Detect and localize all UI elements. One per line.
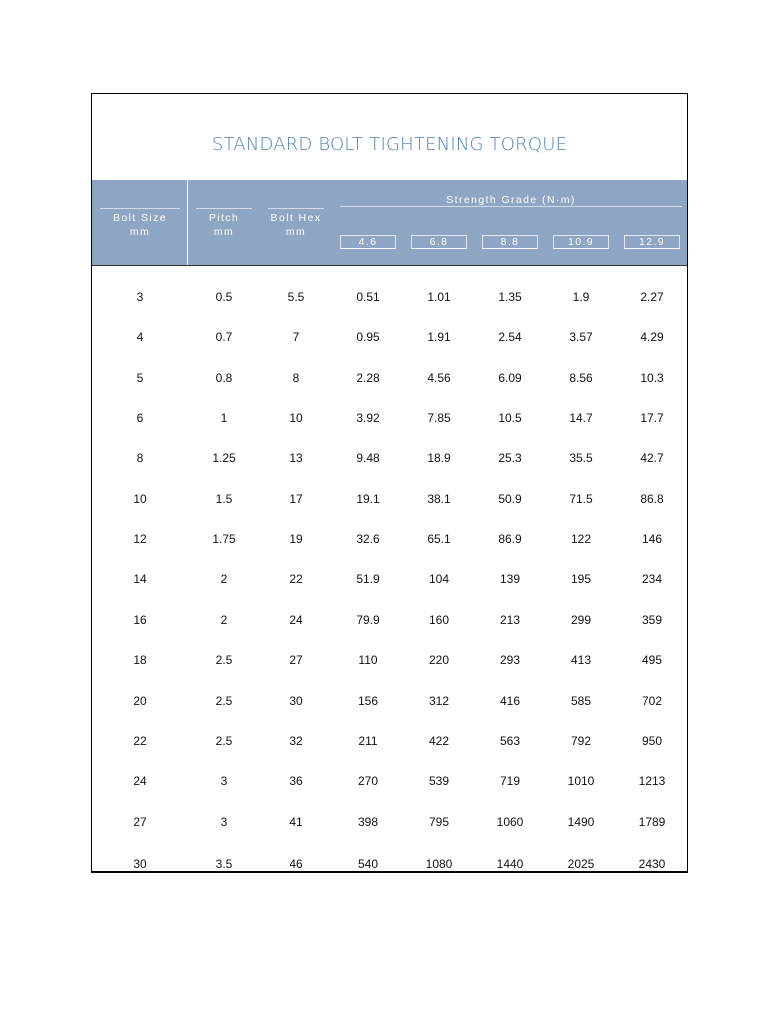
header-strength-grade: Strength Grade (N·m): [446, 194, 576, 206]
header-pitch-unit: mm: [213, 226, 235, 238]
cell-grade-8-8: 213: [499, 613, 521, 627]
cell-grade-8-8: 86.9: [498, 532, 522, 546]
cell-grade-8-8: 1.35: [498, 290, 522, 304]
header-bolt-size-unit: mm: [129, 226, 151, 238]
cell-grade-12-9: 10.3: [640, 371, 664, 385]
cell-grade-4-6: 51.9: [356, 572, 380, 586]
cell-grade-10-9: 71.5: [569, 492, 593, 506]
cell-pitch: 2.5: [215, 734, 233, 748]
cell-bolt-size: 3: [136, 290, 144, 304]
cell-bolt-size: 30: [133, 857, 147, 871]
table-row: [92, 451, 687, 471]
table-row: [92, 774, 687, 794]
cell-grade-6-8: 104: [428, 572, 450, 586]
cell-bolt-size: 20: [133, 694, 147, 708]
table-row: [92, 492, 687, 512]
cell-bolt-hex: 17: [289, 492, 303, 506]
cell-grade-8-8: 1440: [496, 857, 524, 871]
cell-pitch: 3: [220, 815, 228, 829]
cell-grade-12-9: 17.7: [640, 411, 664, 425]
cell-grade-8-8: 10.5: [498, 411, 522, 425]
cell-grade-10-9: 1490: [567, 815, 595, 829]
cell-bolt-size: 24: [133, 774, 147, 788]
cell-pitch: 1.25: [212, 451, 236, 465]
cell-pitch: 2.5: [215, 694, 233, 708]
torque-table-sheet: [91, 93, 688, 873]
cell-bolt-size: 18: [133, 653, 147, 667]
cell-bolt-size: 10: [133, 492, 147, 506]
cell-bolt-size: 27: [133, 815, 147, 829]
header-bolt-hex-unit: mm: [285, 226, 307, 238]
title-area: [92, 94, 687, 181]
strength-grade-rule: [340, 206, 682, 207]
header-band: [92, 180, 687, 266]
header-bolt-hex-label: Bolt Hex: [270, 212, 322, 224]
cell-grade-8-8: 25.3: [498, 451, 522, 465]
cell-grade-8-8: 139: [499, 572, 521, 586]
cell-grade-12-9: 1213: [638, 774, 666, 788]
cell-grade-8-8: 293: [499, 653, 521, 667]
cell-grade-4-6: 32.6: [356, 532, 380, 546]
cell-pitch: 1: [220, 411, 228, 425]
cell-bolt-hex: 41: [289, 815, 303, 829]
cell-grade-12-9: 702: [641, 694, 663, 708]
table-row: [92, 694, 687, 714]
cell-grade-6-8: 38.1: [427, 492, 451, 506]
table-row: [92, 330, 687, 350]
cell-grade-6-8: 18.9: [427, 451, 451, 465]
cell-bolt-hex: 13: [289, 451, 303, 465]
cell-grade-10-9: 1010: [567, 774, 595, 788]
cell-bolt-hex: 46: [289, 857, 303, 871]
cell-bolt-size: 4: [136, 330, 144, 344]
cell-grade-8-8: 50.9: [498, 492, 522, 506]
cell-bolt-hex: 19: [289, 532, 303, 546]
header-pitch: [196, 208, 252, 239]
table-row: [92, 290, 687, 310]
cell-bolt-hex: 30: [289, 694, 303, 708]
cell-grade-12-9: 4.29: [640, 330, 664, 344]
table-row: [92, 857, 687, 877]
cell-pitch: 3.5: [215, 857, 233, 871]
cell-grade-10-9: 14.7: [569, 411, 593, 425]
cell-grade-6-8: 4.56: [427, 371, 451, 385]
cell-bolt-hex: 8: [292, 371, 300, 385]
cell-pitch: 2: [220, 613, 228, 627]
cell-grade-12-9: 950: [641, 734, 663, 748]
cell-bolt-hex: 5.5: [287, 290, 305, 304]
cell-grade-4-6: 79.9: [356, 613, 380, 627]
cell-pitch: 2: [220, 572, 228, 586]
cell-pitch: 0.5: [215, 290, 233, 304]
table-row: [92, 371, 687, 391]
cell-grade-8-8: 416: [499, 694, 521, 708]
cell-grade-4-6: 270: [357, 774, 379, 788]
cell-grade-10-9: 792: [570, 734, 592, 748]
cell-grade-12-9: 2.27: [640, 290, 664, 304]
header-bolt-size: [100, 208, 180, 239]
cell-pitch: 3: [220, 774, 228, 788]
cell-grade-6-8: 1.01: [427, 290, 451, 304]
cell-grade-10-9: 585: [570, 694, 592, 708]
cell-grade-4-6: 9.48: [356, 451, 380, 465]
cell-pitch: 1.5: [215, 492, 233, 506]
header-bolt-size-label: Bolt Size: [112, 212, 168, 224]
grade-12-9: 12.9: [624, 235, 680, 249]
cell-grade-10-9: 35.5: [569, 451, 593, 465]
header-bolt-hex: [268, 208, 324, 239]
header-separator: [187, 180, 188, 265]
cell-grade-6-8: 312: [428, 694, 450, 708]
cell-pitch: 2.5: [215, 653, 233, 667]
cell-bolt-size: 14: [133, 572, 147, 586]
cell-bolt-hex: 36: [289, 774, 303, 788]
cell-bolt-size: 6: [136, 411, 144, 425]
cell-pitch: 0.8: [215, 371, 233, 385]
cell-grade-12-9: 146: [641, 532, 663, 546]
cell-grade-6-8: 7.85: [427, 411, 451, 425]
cell-grade-12-9: 1789: [638, 815, 666, 829]
cell-grade-10-9: 413: [570, 653, 592, 667]
cell-grade-12-9: 495: [641, 653, 663, 667]
cell-grade-12-9: 86.8: [640, 492, 664, 506]
cell-grade-10-9: 8.56: [569, 371, 593, 385]
cell-grade-8-8: 2.54: [498, 330, 522, 344]
cell-bolt-size: 16: [133, 613, 147, 627]
table-row: [92, 734, 687, 754]
cell-bolt-hex: 7: [292, 330, 300, 344]
cell-bolt-hex: 22: [289, 572, 303, 586]
table-row: [92, 572, 687, 592]
cell-grade-4-6: 540: [357, 857, 379, 871]
grade-6-8: 6.8: [411, 235, 467, 249]
cell-bolt-hex: 32: [289, 734, 303, 748]
cell-grade-4-6: 0.95: [356, 330, 380, 344]
page-title: STANDARD BOLT TIGHTENING TORQUE: [211, 134, 568, 155]
cell-grade-4-6: 398: [357, 815, 379, 829]
cell-grade-4-6: 3.92: [356, 411, 380, 425]
cell-grade-10-9: 1.9: [572, 290, 590, 304]
cell-grade-6-8: 1080: [425, 857, 453, 871]
cell-grade-10-9: 3.57: [569, 330, 593, 344]
cell-grade-6-8: 65.1: [427, 532, 451, 546]
cell-pitch: 0.7: [215, 330, 233, 344]
cell-grade-12-9: 234: [641, 572, 663, 586]
cell-bolt-hex: 10: [289, 411, 303, 425]
table-row: [92, 613, 687, 633]
cell-grade-4-6: 211: [358, 734, 378, 748]
header-pitch-label: Pitch: [208, 212, 240, 224]
cell-grade-4-6: 2.28: [356, 371, 380, 385]
cell-grade-12-9: 359: [641, 613, 663, 627]
cell-grade-6-8: 795: [428, 815, 450, 829]
cell-grade-4-6: 0.51: [356, 290, 380, 304]
cell-grade-10-9: 195: [570, 572, 592, 586]
cell-grade-6-8: 220: [428, 653, 450, 667]
cell-grade-10-9: 299: [570, 613, 592, 627]
cell-grade-8-8: 1060: [496, 815, 524, 829]
grade-8-8: 8.8: [482, 235, 538, 249]
grade-4-6: 4.6: [340, 235, 396, 249]
table-row: [92, 653, 687, 673]
cell-grade-4-6: 156: [357, 694, 379, 708]
grade-10-9: 10.9: [553, 235, 609, 249]
cell-grade-8-8: 6.09: [498, 371, 522, 385]
cell-grade-10-9: 2025: [567, 857, 595, 871]
cell-grade-8-8: 563: [499, 734, 521, 748]
cell-grade-4-6: 19.1: [356, 492, 380, 506]
cell-grade-10-9: 122: [570, 532, 592, 546]
cell-bolt-hex: 27: [289, 653, 303, 667]
cell-bolt-size: 12: [133, 532, 147, 546]
cell-bolt-size: 5: [136, 371, 144, 385]
cell-grade-12-9: 2430: [638, 857, 666, 871]
cell-grade-4-6: 110: [358, 653, 378, 667]
cell-grade-8-8: 719: [499, 774, 521, 788]
table-row: [92, 815, 687, 835]
cell-grade-6-8: 422: [428, 734, 450, 748]
cell-bolt-size: 22: [133, 734, 147, 748]
cell-pitch: 1.75: [212, 532, 236, 546]
table-row: [92, 532, 687, 552]
cell-grade-12-9: 42.7: [640, 451, 664, 465]
cell-grade-6-8: 1.91: [427, 330, 451, 344]
cell-bolt-hex: 24: [289, 613, 303, 627]
cell-bolt-size: 8: [136, 451, 144, 465]
table-row: [92, 411, 687, 431]
cell-grade-6-8: 160: [428, 613, 450, 627]
cell-grade-6-8: 539: [428, 774, 450, 788]
